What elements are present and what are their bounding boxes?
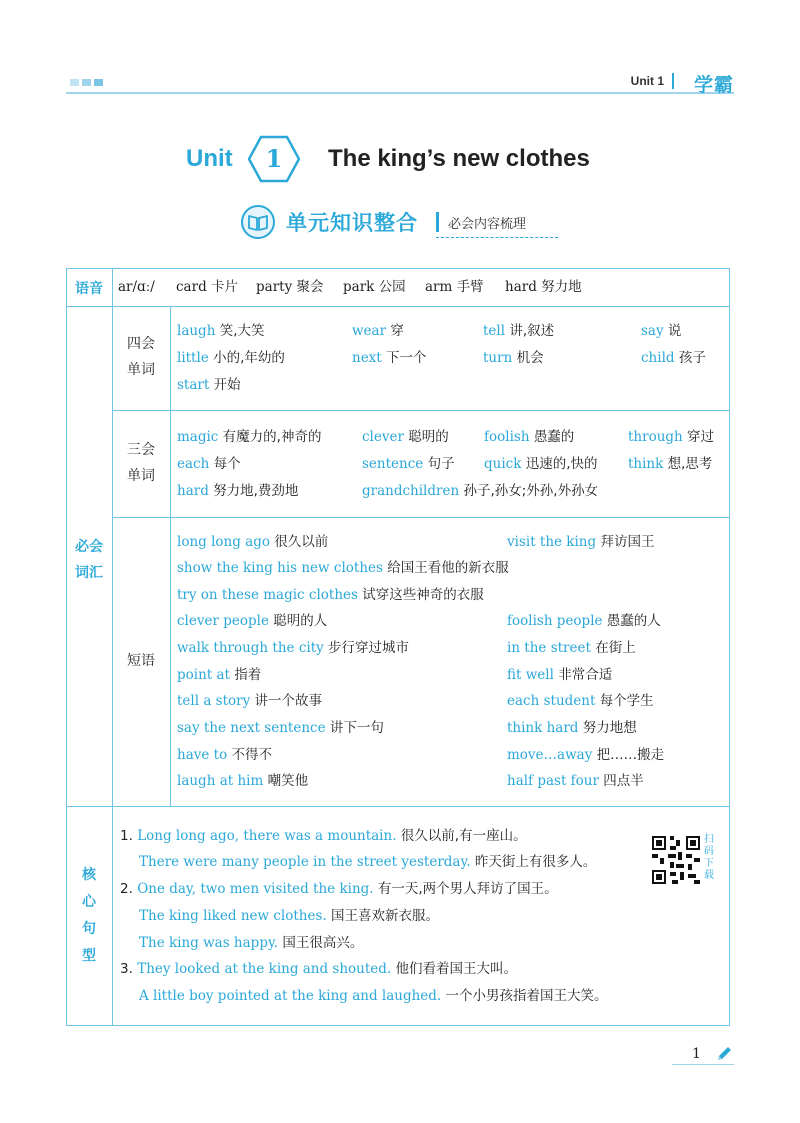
vocab-item: grandchildren 孙子,孙女;外孙,外孙女 (362, 483, 599, 499)
phrase-item: clever people 聪明的人 (177, 613, 328, 629)
book-icon (240, 204, 276, 240)
phrase-item: think hard 努力地想 (507, 720, 637, 736)
phrase-item: long long ago 很久以前 (177, 534, 329, 550)
title-unit-name: The king’s new clothes (328, 145, 590, 172)
header-rule (66, 92, 734, 94)
vocab-item: child 孩子 (641, 350, 706, 366)
phrase-item: tell a story 讲一个故事 (177, 693, 323, 709)
vocab-item: quick 迅速的,快的 (484, 456, 598, 472)
phonetic-sound: ar/ɑː/ (118, 279, 155, 295)
section-title: 单元知识整合 (286, 211, 418, 235)
vocab-item: foolish 愚蠢的 (484, 429, 575, 445)
header-unit: Unit 1 (630, 74, 664, 88)
vocab-item: tell 讲,叙述 (483, 323, 555, 339)
vocab-item: turn 机会 (483, 350, 544, 366)
vocab-item: through 穿过 (628, 429, 715, 445)
core-sentences-label: 核 心 句 型 (82, 867, 96, 964)
table-row-divider (66, 806, 730, 807)
phrase-item: half past four 四点半 (507, 773, 644, 789)
section-dashed-rule (436, 237, 558, 238)
phrase-item: say the next sentence 讲下一句 (177, 720, 384, 736)
phonetic-word: hard 努力地 (505, 279, 582, 295)
vocab-item: little 小的,年幼的 (177, 350, 285, 366)
phrase-item: visit the king 拜访国王 (507, 534, 655, 550)
unit-title (0, 135, 800, 187)
title-unit-number: 1 (265, 144, 283, 173)
table-row-divider (112, 410, 730, 411)
table-row-divider (112, 517, 730, 518)
phrase-item: walk through the city 步行穿过城市 (177, 640, 410, 656)
vocab-item: next 下一个 (352, 350, 427, 366)
phrase-item: have to 不得不 (177, 747, 272, 763)
vocab-item: start 开始 (177, 377, 241, 393)
table-row-divider (66, 306, 730, 307)
phrase-item: foolish people 愚蠢的人 (507, 613, 661, 629)
vocab-item: wear 穿 (352, 323, 404, 339)
phonetic-word: party 聚会 (256, 279, 324, 295)
vocab-label: 必会 词汇 (75, 539, 103, 581)
four-skill-label: 四会 单词 (127, 336, 155, 378)
phrase-item: move…away 把……搬走 (507, 747, 665, 763)
vocab-item: each 每个 (177, 456, 241, 472)
header-divider (672, 73, 674, 89)
section-banner (240, 204, 560, 240)
section-divider (436, 212, 439, 232)
header-brand-logo: 学霸 (693, 74, 734, 96)
sentence-item: A little boy pointed at the king and laughed. 一个小男孩指着国王大笑。 (139, 988, 608, 1004)
phrase-item: point at 指着 (177, 667, 262, 683)
title-unit-word: Unit (186, 145, 233, 172)
sentence-item: 2. One day, two men visited the king. 有一天,两个男人拜访了国王。 (120, 881, 558, 897)
phrase-item: in the street 在街上 (507, 640, 636, 656)
phrases-label: 短语 (127, 653, 155, 669)
section-subtitle: 必会内容梳理 (448, 217, 527, 232)
vocab-item: laugh 笑,大笑 (177, 323, 265, 339)
phrase-item: laugh at him 嘲笑他 (177, 773, 309, 789)
table-subcol-divider (170, 306, 171, 806)
qr-code-icon[interactable] (650, 834, 702, 886)
phonetics-row (118, 278, 155, 296)
vocab-item: say 说 (641, 323, 682, 339)
qr-code-label: 扫码下载 (704, 834, 714, 881)
page-number: 1 (692, 1046, 701, 1062)
phrase-item: fit well 非常合适 (507, 667, 613, 683)
phonetic-word: park 公园 (343, 279, 406, 295)
footer-rule (672, 1064, 734, 1065)
three-skill-label: 三会 单词 (127, 442, 155, 484)
phonetic-word: card 卡片 (176, 279, 239, 295)
vocab-item: clever 聪明的 (362, 429, 449, 445)
sentence-item: The king was happy. 国王很高兴。 (139, 935, 364, 951)
phonetics-label: 语音 (75, 281, 103, 297)
sentence-item: 3. They looked at the king and shouted. 他们看着国王大叫。 (120, 961, 518, 977)
phrase-item: each student 每个学生 (507, 693, 654, 709)
vocab-item: sentence 句子 (362, 456, 455, 472)
header-decoration (70, 79, 103, 86)
vocab-item: magic 有魔力的,神奇的 (177, 429, 322, 445)
phrase-item: show the king his new clothes 给国王看他的新衣服 (177, 560, 509, 576)
phrase-item: try on these magic clothes 试穿这些神奇的衣服 (177, 587, 484, 603)
vocab-item: hard 努力地,费劲地 (177, 483, 299, 499)
sentence-item: There were many people in the street yesterday. 昨天街上有很多人。 (139, 854, 597, 870)
sentence-item: The king liked new clothes. 国王喜欢新衣服。 (139, 908, 440, 924)
phonetic-word: arm 手臂 (425, 279, 484, 295)
sentence-item: 1. Long long ago, there was a mountain. 很久以前,有一座山。 (120, 828, 527, 844)
vocab-item: think 想,思考 (628, 456, 713, 472)
pencil-icon (714, 1044, 734, 1064)
